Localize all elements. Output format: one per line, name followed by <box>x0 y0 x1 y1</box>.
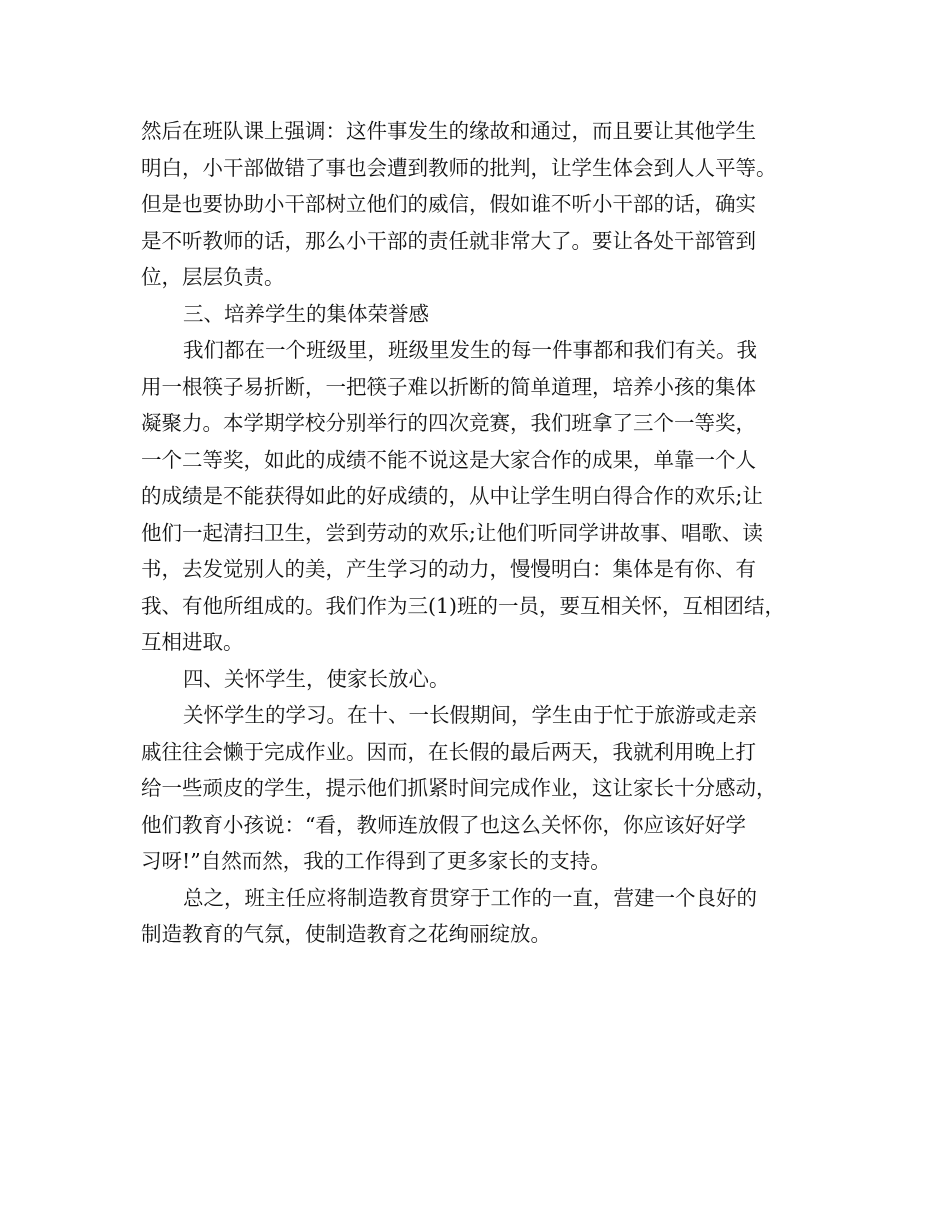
text-line: 书，去发觉别人的美，产生学习的动力，慢慢明白：集体是有你、有 <box>141 557 756 581</box>
text-line: 给一些顽皮的学生，提示他们抓紧时间完成作业，这让家长十分感动， <box>141 776 777 800</box>
text-line: 一个二等奖，如此的成绩不能不说这是大家合作的成果，单靠一个人 <box>141 447 756 472</box>
text-line: 关怀学生的学习。在十、一长假期间，学生由于忙于旅游或走亲 <box>183 703 757 727</box>
text-line: 他们教育小孩说：“看，教师连放假了也这么关怀你，你应该好好学 <box>141 812 746 837</box>
text-line: 总之，班主任应将制造教育贯穿于工作的一直，营建一个良好的 <box>183 885 757 910</box>
text-line: 我、有他所组成的。我们作为三(1)班的一员，要互相关怀，互相团结， <box>141 593 786 618</box>
section-heading: 四、关怀学生，使家长放心。 <box>183 666 450 691</box>
text-line: 习呀!”自然而然，我的工作得到了更多家长的支持。 <box>141 849 611 873</box>
text-line: 但是也要协助小干部树立他们的威信，假如谁不听小干部的话，确实 <box>141 192 756 216</box>
text-line: 我们都在一个班级里，班级里发生的每一件事都和我们有关。我 <box>183 338 757 362</box>
text-line: 明白，小干部做错了事也会遭到教师的批判，让学生体会到人人平等。 <box>141 155 777 180</box>
text-line: 的成绩是不能获得如此的好成绩的，从中让学生明白得合作的欢乐;让 <box>141 484 763 508</box>
text-line: 凝聚力。本学期学校分别举行的四次竞赛，我们班拿了三个一等奖， <box>141 411 756 435</box>
text-line: 然后在班队课上强调：这件事发生的缘故和通过，而且要让其他学生 <box>141 119 756 143</box>
text-line: 互相进取。 <box>141 630 244 654</box>
text-line: 用一根筷子易折断，一把筷子难以折断的简单道理，培养小孩的集体 <box>141 374 756 399</box>
section-heading: 三、培养学生的集体荣誉感 <box>183 301 429 326</box>
text-line: 位，层层负责。 <box>141 265 285 289</box>
text-line: 戚往往会懒于完成作业。因而，在长假的最后两天，我就利用晚上打 <box>141 739 756 764</box>
document-body <box>141 113 821 953</box>
text-line: 制造教育的气氛，使制造教育之花绚丽绽放。 <box>141 922 551 946</box>
text-line: 他们一起清扫卫生，尝到劳动的欢乐;让他们听同学讲故事、唱歌、读 <box>141 520 763 545</box>
text-line: 是不听教师的话，那么小干部的责任就非常大了。要让各处干部管到 <box>141 228 756 253</box>
